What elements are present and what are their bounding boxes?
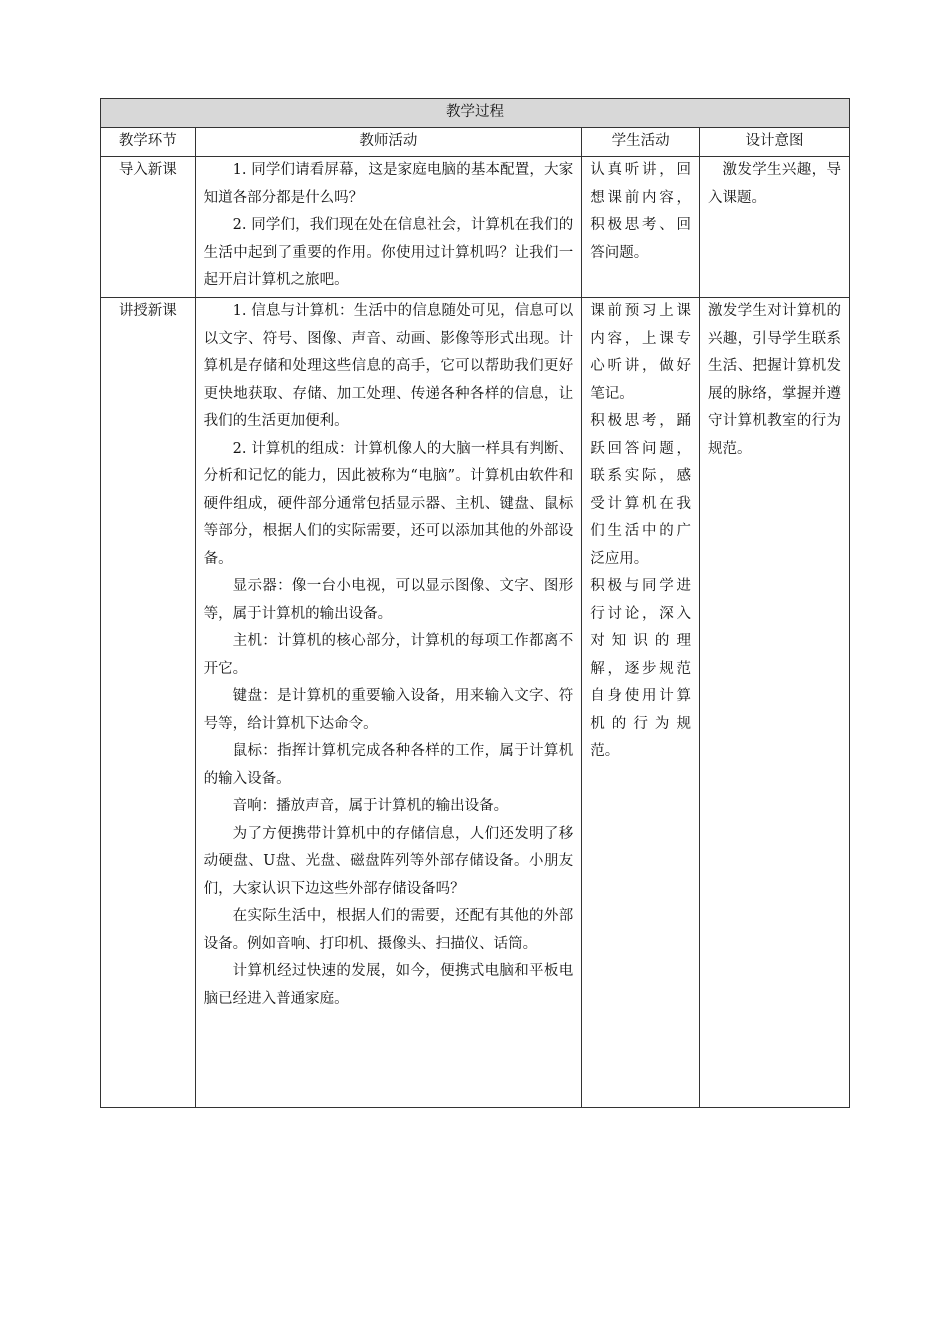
teacher-paragraph: 显示器：像一台小电视，可以显示图像、文字、图形等，属于计算机的输出设备。 [203, 578, 574, 622]
teacher-paragraph: 在实际生活中，根据人们的需要，还配有其他的外部设备。例如音响、打印机、摄像头、扫描仪、话筒。 [203, 908, 574, 952]
student-paragraph: 积极与同学进行讨论，深入对知识的理解，逐步规范自身使用计算机的行为规范。 [590, 578, 691, 759]
teacher-paragraph: 键盘：是计算机的重要输入设备，用来输入文字、符号等，给计算机下达命令。 [203, 688, 574, 732]
table-row [101, 298, 850, 1108]
teacher-paragraph: 主机：计算机的核心部分，计算机的每项工作都离不开它。 [203, 633, 574, 677]
design-intent-cell [699, 157, 849, 298]
student-activity-cell [582, 157, 700, 298]
student-paragraph: 课前预习上课内容，上课专心听讲，做好笔记。 [590, 303, 691, 402]
design-paragraph: 激发学生兴趣，导入课题。 [707, 162, 841, 206]
teacher-paragraph: 音响：播放声音，属于计算机的输出设备。 [232, 798, 509, 814]
student-activity-cell [582, 298, 700, 1108]
table-title: 教学过程 [101, 99, 850, 128]
teacher-paragraph: 1. 信息与计算机：生活中的信息随处可见，信息可以以文字、符号、图像、声音、动画、影像等形式出现。计算机是存储和处理这些信息的高手，它可以帮助我们更好更快地获取、存储、加工处理、传递各种各样的信息，让我们的生活更加便利。 [203, 303, 574, 429]
header-student-activity: 学生活动 [582, 128, 700, 157]
student-paragraph: 积极思考，踊跃回答问题，联系实际，感受计算机在我们生活中的广泛应用。 [590, 413, 691, 567]
teacher-paragraph: 2. 计算机的组成：计算机像人的大脑一样具有判断、分析和记忆的能力，因此被称为“电脑”。计算机由软件和硬件组成，硬件部分通常包括显示器、主机、键盘、鼠标等部分，根据人们的实际需要，还可以添加其他的外部设备。 [203, 440, 574, 567]
student-paragraph: 认真听讲，回想课前内容，积极思考、回答问题。 [590, 162, 691, 261]
table-header-row [101, 128, 850, 157]
table-title-row [101, 99, 850, 128]
stage-cell: 讲授新课 [101, 298, 196, 1108]
teacher-paragraph: 鼠标：指挥计算机完成各种各样的工作，属于计算机的输入设备。 [203, 743, 574, 787]
design-paragraph: 激发学生对计算机的兴趣，引导学生联系生活、把握计算机发展的脉络，掌握并遵守计算机教室的行为规范。 [707, 303, 841, 457]
teacher-paragraph: 为了方便携带计算机中的存储信息，人们还发明了移动硬盘、U盘、光盘、磁盘阵列等外部存储设备。小朋友们，大家认识下边这些外部存储设备吗？ [203, 825, 574, 897]
header-stage: 教学环节 [101, 128, 196, 157]
teacher-activity-cell [195, 157, 582, 298]
header-teacher-activity: 教师活动 [195, 128, 582, 157]
header-design-intent: 设计意图 [699, 128, 849, 157]
teacher-paragraph: 1. 同学们请看屏幕，这是家庭电脑的基本配置，大家知道各部分都是什么吗？ [203, 162, 574, 206]
teaching-process-table [100, 98, 850, 1108]
stage-cell: 导入新课 [101, 157, 196, 298]
teacher-paragraph: 2. 同学们，我们现在处在信息社会，计算机在我们的生活中起到了重要的作用。你使用过计算机吗？让我们一起开启计算机之旅吧。 [203, 217, 574, 288]
teacher-activity-cell [195, 298, 582, 1108]
teacher-paragraph: 计算机经过快速的发展，如今，便携式电脑和平板电脑已经进入普通家庭。 [203, 963, 574, 1007]
design-intent-cell [699, 298, 849, 1108]
table-row [101, 157, 850, 298]
